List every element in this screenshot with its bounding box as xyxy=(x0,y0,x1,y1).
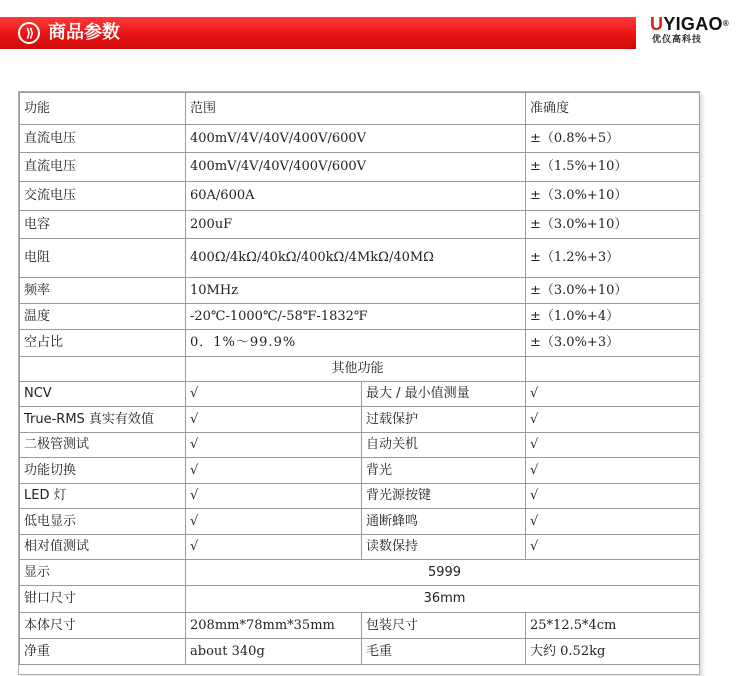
measure-label: 直流电压 xyxy=(20,153,186,182)
measure-accuracy: ±（3.0%+3） xyxy=(526,330,700,357)
feature-label: 过载保护 xyxy=(362,407,526,433)
feature-row xyxy=(20,458,700,484)
gross-weight-label: 毛重 xyxy=(362,639,526,665)
measure-range: 60A/600A xyxy=(186,182,526,211)
table-row xyxy=(20,211,700,239)
feature-check: √ xyxy=(526,484,700,509)
brand-logo xyxy=(650,14,740,50)
feature-check: √ xyxy=(526,535,700,560)
net-weight-value: about 340g xyxy=(186,639,362,665)
measure-accuracy: ±（0.8%+5） xyxy=(526,125,700,153)
package-size-label: 包装尺寸 xyxy=(362,613,526,639)
other-functions-row xyxy=(20,357,700,382)
feature-row xyxy=(20,407,700,433)
display-value: 5999 xyxy=(186,560,700,586)
feature-label: 二极管测试 xyxy=(20,433,186,458)
measure-accuracy: ±（3.0%+10） xyxy=(526,211,700,239)
table-row xyxy=(20,278,700,304)
measure-label: 交流电压 xyxy=(20,182,186,211)
feature-label: 通断蜂鸣 xyxy=(362,509,526,535)
feature-label: True-RMS 真实有效值 xyxy=(20,407,186,433)
feature-label: 背光 xyxy=(362,458,526,484)
feature-check: √ xyxy=(186,484,362,509)
header-function: 功能 xyxy=(20,93,186,125)
measure-label: 电阻 xyxy=(20,239,186,278)
measure-label: 温度 xyxy=(20,304,186,330)
table-row xyxy=(20,153,700,182)
package-size-value: 25*12.5*4cm xyxy=(526,613,700,639)
feature-label: 读数保持 xyxy=(362,535,526,560)
measure-accuracy: ±（1.2%+3） xyxy=(526,239,700,278)
feature-row xyxy=(20,433,700,458)
feature-label: 低电显示 xyxy=(20,509,186,535)
net-weight-label: 净重 xyxy=(20,639,186,665)
brand-name: UYIGAO® xyxy=(650,14,730,34)
weight-row xyxy=(20,639,700,665)
body-size-value: 208mm*78mm*35mm xyxy=(186,613,362,639)
measure-accuracy: ±（1.5%+10） xyxy=(526,153,700,182)
table-row xyxy=(20,330,700,357)
section-title: 商品参数 xyxy=(48,22,120,43)
spec-sheet xyxy=(18,91,700,675)
measure-range: 0．1%～99.9% xyxy=(186,330,526,357)
feature-check: √ xyxy=(186,458,362,484)
measure-range: 200uF xyxy=(186,211,526,239)
brand-subtitle: 优仪高科技 xyxy=(652,35,703,45)
feature-label: 背光源按键 xyxy=(362,484,526,509)
feature-row xyxy=(20,382,700,407)
jaw-size-label: 钳口尺寸 xyxy=(20,586,186,613)
header-accuracy: 准确度 xyxy=(526,93,700,125)
table-row xyxy=(20,125,700,153)
feature-row xyxy=(20,484,700,509)
display-row xyxy=(20,560,700,586)
gross-weight-value: 大约 0.52kg xyxy=(526,639,700,665)
measure-accuracy: ±（1.0%+4） xyxy=(526,304,700,330)
jaw-size-value: 36mm xyxy=(186,586,700,613)
measure-label: 空占比 xyxy=(20,330,186,357)
table-row xyxy=(20,239,700,278)
table-row xyxy=(20,304,700,330)
feature-check: √ xyxy=(526,407,700,433)
measure-accuracy: ±（3.0%+10） xyxy=(526,182,700,211)
display-label: 显示 xyxy=(20,560,186,586)
measure-label: 直流电压 xyxy=(20,125,186,153)
feature-label: 功能切换 xyxy=(20,458,186,484)
feature-label: 最大 / 最小值测量 xyxy=(362,382,526,407)
double-chevron-right-icon: ⟫ xyxy=(18,22,40,44)
body-size-label: 本体尺寸 xyxy=(20,613,186,639)
measure-range: 400mV/4V/40V/400V/600V xyxy=(186,125,526,153)
feature-label: 自动关机 xyxy=(362,433,526,458)
measure-label: 电容 xyxy=(20,211,186,239)
measure-label: 频率 xyxy=(20,278,186,304)
feature-check: √ xyxy=(186,535,362,560)
other-functions-title: 其他功能 xyxy=(186,357,526,382)
feature-check: √ xyxy=(186,407,362,433)
empty-cell xyxy=(526,357,700,382)
feature-check: √ xyxy=(526,382,700,407)
measure-range: -20℃-1000℃/-58℉-1832℉ xyxy=(186,304,526,330)
feature-row xyxy=(20,535,700,560)
feature-label: LED 灯 xyxy=(20,484,186,509)
feature-row xyxy=(20,509,700,535)
body-size-row xyxy=(20,613,700,639)
feature-check: √ xyxy=(186,509,362,535)
header-range: 范围 xyxy=(186,93,526,125)
feature-check: √ xyxy=(526,509,700,535)
feature-check: √ xyxy=(526,458,700,484)
feature-check: √ xyxy=(526,433,700,458)
feature-label: 相对值测试 xyxy=(20,535,186,560)
spec-table xyxy=(19,92,700,665)
feature-check: √ xyxy=(186,382,362,407)
measure-range: 400mV/4V/40V/400V/600V xyxy=(186,153,526,182)
measure-range: 10MHz xyxy=(186,278,526,304)
measure-range: 400Ω/4kΩ/40kΩ/400kΩ/4MkΩ/40MΩ xyxy=(186,239,526,278)
registered-mark: ® xyxy=(722,19,730,28)
measure-accuracy: ±（3.0%+10） xyxy=(526,278,700,304)
table-row xyxy=(20,182,700,211)
jaw-size-row xyxy=(20,586,700,613)
section-banner xyxy=(0,17,636,49)
feature-check: √ xyxy=(186,433,362,458)
empty-cell xyxy=(20,357,186,382)
feature-label: NCV xyxy=(20,382,186,407)
table-header-row xyxy=(20,93,700,125)
